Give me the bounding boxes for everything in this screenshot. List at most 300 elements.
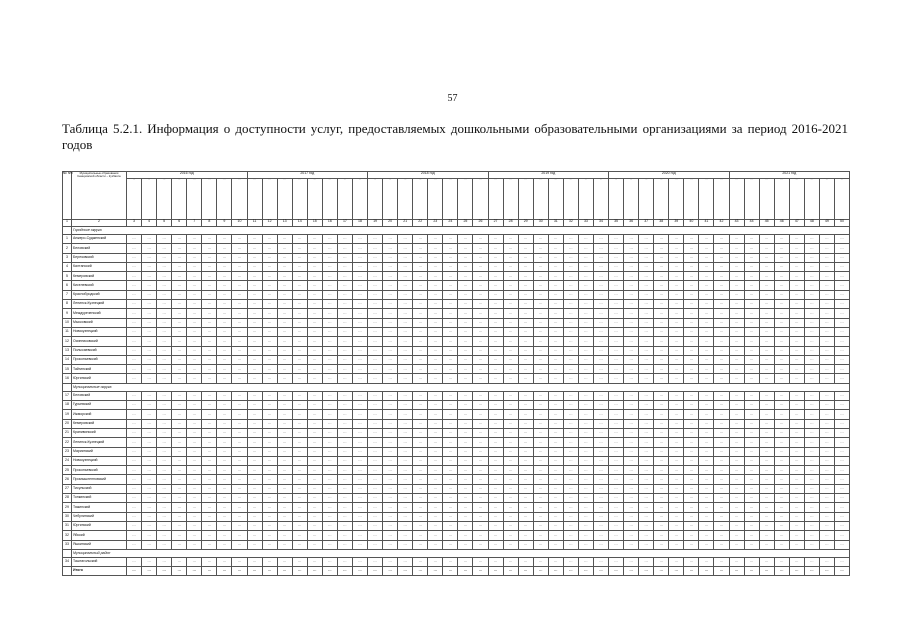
header-column-description: …: [262, 179, 277, 220]
data-cell: …: [819, 300, 834, 309]
data-cell: …: [593, 327, 608, 336]
data-cell: …: [639, 475, 654, 484]
data-cell: …: [789, 309, 804, 318]
data-cell: …: [654, 512, 669, 521]
data-cell: …: [202, 318, 217, 327]
data-cell: …: [518, 475, 533, 484]
data-cell: …: [247, 253, 262, 262]
data-cell: …: [789, 244, 804, 253]
data-cell: …: [368, 484, 383, 493]
data-cell: …: [759, 540, 774, 549]
header-column-description: …: [684, 179, 699, 220]
data-cell: …: [548, 410, 563, 419]
data-cell: …: [307, 484, 322, 493]
data-cell: …: [157, 235, 172, 244]
data-cell: …: [368, 365, 383, 374]
data-cell: …: [322, 557, 337, 566]
data-cell: …: [232, 401, 247, 410]
data-cell: …: [533, 475, 548, 484]
data-cell: …: [699, 484, 714, 493]
data-cell: …: [142, 557, 157, 566]
header-column-number: 16: [322, 220, 337, 227]
data-cell: …: [503, 503, 518, 512]
data-cell: …: [774, 300, 789, 309]
data-cell: …: [262, 374, 277, 383]
header-column-number: 47: [789, 220, 804, 227]
header-column-description: …: [563, 179, 578, 220]
data-cell: …: [413, 290, 428, 299]
row-number: 21: [63, 428, 72, 437]
data-cell: …: [368, 438, 383, 447]
data-cell: …: [413, 262, 428, 271]
data-cell: …: [609, 401, 624, 410]
data-cell: …: [127, 355, 142, 364]
data-cell: …: [428, 253, 443, 262]
row-municipality: Березовский: [72, 253, 127, 262]
data-cell: …: [428, 355, 443, 364]
row-municipality: Юргинский: [72, 521, 127, 530]
header-column-description: …: [548, 179, 563, 220]
data-cell: …: [639, 235, 654, 244]
data-cell: …: [774, 521, 789, 530]
data-cell: …: [172, 391, 187, 400]
data-cell: …: [352, 235, 367, 244]
data-cell: …: [277, 475, 292, 484]
data-cell: …: [744, 521, 759, 530]
data-cell: …: [458, 290, 473, 299]
header-column-number: 38: [654, 220, 669, 227]
data-cell: …: [744, 438, 759, 447]
data-cell: …: [292, 318, 307, 327]
data-cell: …: [458, 410, 473, 419]
data-cell: …: [277, 235, 292, 244]
data-cell: …: [593, 309, 608, 318]
data-cell: …: [473, 428, 488, 437]
data-cell: …: [383, 557, 398, 566]
data-cell: …: [157, 337, 172, 346]
data-cell: …: [714, 466, 729, 475]
data-cell: …: [337, 484, 352, 493]
data-cell: …: [639, 290, 654, 299]
data-cell: …: [834, 512, 849, 521]
data-cell: …: [684, 355, 699, 364]
header-column-description: …: [157, 179, 172, 220]
data-cell: …: [609, 365, 624, 374]
data-cell: …: [533, 355, 548, 364]
header-column-number: 21: [398, 220, 413, 227]
row-municipality: Тяжинский: [72, 503, 127, 512]
data-cell: …: [789, 419, 804, 428]
data-cell: …: [247, 290, 262, 299]
data-cell: …: [127, 290, 142, 299]
data-cell: …: [804, 300, 819, 309]
data-cell: …: [172, 557, 187, 566]
data-cell: …: [292, 281, 307, 290]
data-cell: …: [368, 557, 383, 566]
data-cell: …: [413, 309, 428, 318]
data-cell: …: [729, 475, 744, 484]
data-cell: …: [232, 337, 247, 346]
data-cell: …: [157, 309, 172, 318]
header-column-description: …: [202, 179, 217, 220]
data-cell: …: [774, 272, 789, 281]
data-cell: …: [142, 540, 157, 549]
data-cell: …: [217, 475, 232, 484]
table-row: [63, 503, 850, 512]
data-cell: …: [609, 494, 624, 503]
data-cell: …: [729, 410, 744, 419]
data-cell: …: [172, 272, 187, 281]
data-cell: …: [789, 355, 804, 364]
data-cell: …: [398, 410, 413, 419]
data-cell: …: [834, 531, 849, 540]
data-cell: …: [127, 456, 142, 465]
data-cell: …: [654, 355, 669, 364]
total-cell: …: [277, 567, 292, 576]
data-cell: …: [834, 262, 849, 271]
data-cell: …: [202, 531, 217, 540]
data-cell: …: [774, 503, 789, 512]
data-cell: …: [609, 272, 624, 281]
data-cell: …: [729, 244, 744, 253]
total-cell: …: [744, 567, 759, 576]
data-cell: …: [714, 374, 729, 383]
data-cell: …: [368, 521, 383, 530]
data-cell: …: [503, 318, 518, 327]
data-cell: …: [292, 557, 307, 566]
data-cell: …: [307, 337, 322, 346]
data-cell: …: [262, 337, 277, 346]
data-cell: …: [157, 262, 172, 271]
data-cell: …: [593, 512, 608, 521]
data-cell: …: [548, 318, 563, 327]
data-cell: …: [789, 410, 804, 419]
data-cell: …: [729, 281, 744, 290]
data-cell: …: [187, 300, 202, 309]
row-municipality: Кемеровский: [72, 419, 127, 428]
data-cell: …: [247, 355, 262, 364]
data-cell: …: [744, 365, 759, 374]
data-cell: …: [187, 475, 202, 484]
data-cell: …: [834, 300, 849, 309]
data-cell: …: [142, 428, 157, 437]
data-cell: …: [172, 503, 187, 512]
data-cell: …: [127, 419, 142, 428]
data-cell: …: [774, 401, 789, 410]
data-cell: …: [714, 410, 729, 419]
data-cell: …: [127, 512, 142, 521]
total-cell: …: [699, 567, 714, 576]
data-cell: …: [202, 253, 217, 262]
data-cell: …: [578, 391, 593, 400]
data-cell: …: [654, 503, 669, 512]
data-cell: …: [819, 438, 834, 447]
data-cell: …: [624, 438, 639, 447]
data-cell: …: [639, 503, 654, 512]
header-column-number: 26: [473, 220, 488, 227]
data-cell: …: [624, 466, 639, 475]
data-cell: …: [398, 503, 413, 512]
data-cell: …: [729, 365, 744, 374]
data-cell: …: [804, 540, 819, 549]
data-cell: …: [609, 355, 624, 364]
data-cell: …: [428, 365, 443, 374]
data-cell: …: [714, 456, 729, 465]
header-column-number: 7: [187, 220, 202, 227]
row-number: 29: [63, 503, 72, 512]
total-cell: …: [262, 567, 277, 576]
header-column-description: …: [578, 179, 593, 220]
data-cell: …: [533, 557, 548, 566]
data-cell: …: [774, 466, 789, 475]
data-cell: …: [548, 531, 563, 540]
data-cell: …: [443, 365, 458, 374]
data-cell: …: [247, 346, 262, 355]
data-cell: …: [247, 447, 262, 456]
data-cell: …: [804, 355, 819, 364]
data-cell: …: [428, 494, 443, 503]
data-cell: …: [488, 484, 503, 493]
row-municipality: Тайгинский: [72, 365, 127, 374]
data-cell: …: [819, 475, 834, 484]
data-cell: …: [337, 419, 352, 428]
data-cell: …: [413, 244, 428, 253]
data-cell: …: [669, 466, 684, 475]
row-number: 23: [63, 447, 72, 456]
data-cell: …: [368, 410, 383, 419]
data-cell: …: [262, 428, 277, 437]
data-cell: …: [428, 300, 443, 309]
data-cell: …: [624, 309, 639, 318]
data-cell: …: [292, 365, 307, 374]
data-cell: …: [383, 290, 398, 299]
data-cell: …: [368, 428, 383, 437]
data-cell: …: [142, 244, 157, 253]
data-cell: …: [307, 244, 322, 253]
data-cell: …: [322, 521, 337, 530]
data-cell: …: [744, 512, 759, 521]
data-cell: …: [398, 262, 413, 271]
data-cell: …: [804, 484, 819, 493]
data-cell: …: [202, 365, 217, 374]
data-cell: …: [789, 494, 804, 503]
data-cell: …: [654, 391, 669, 400]
data-cell: …: [774, 235, 789, 244]
data-cell: …: [458, 531, 473, 540]
data-cell: …: [443, 494, 458, 503]
data-cell: …: [307, 309, 322, 318]
data-cell: …: [759, 512, 774, 521]
data-cell: …: [789, 447, 804, 456]
data-cell: …: [458, 337, 473, 346]
data-cell: …: [503, 235, 518, 244]
data-cell: …: [398, 512, 413, 521]
data-cell: …: [609, 235, 624, 244]
data-cell: …: [488, 494, 503, 503]
data-cell: …: [563, 327, 578, 336]
data-cell: …: [322, 540, 337, 549]
data-cell: …: [578, 531, 593, 540]
data-cell: …: [503, 309, 518, 318]
data-cell: …: [217, 346, 232, 355]
data-cell: …: [217, 521, 232, 530]
data-cell: …: [533, 327, 548, 336]
data-cell: …: [578, 557, 593, 566]
data-cell: …: [398, 281, 413, 290]
row-number: 26: [63, 475, 72, 484]
data-cell: …: [262, 557, 277, 566]
data-cell: …: [202, 337, 217, 346]
row-municipality: Киселевский: [72, 281, 127, 290]
total-cell: …: [398, 567, 413, 576]
data-cell: …: [503, 521, 518, 530]
data-cell: …: [247, 374, 262, 383]
header-column-number: 23: [428, 220, 443, 227]
data-cell: …: [789, 253, 804, 262]
data-cell: …: [413, 447, 428, 456]
row-number: 25: [63, 466, 72, 475]
data-cell: …: [458, 391, 473, 400]
data-cell: …: [262, 262, 277, 271]
data-cell: …: [262, 327, 277, 336]
data-cell: …: [684, 484, 699, 493]
data-cell: …: [172, 365, 187, 374]
data-cell: …: [277, 253, 292, 262]
data-cell: …: [744, 374, 759, 383]
data-cell: …: [232, 438, 247, 447]
data-cell: …: [609, 391, 624, 400]
data-cell: …: [187, 557, 202, 566]
group-spacer-cell: [63, 549, 72, 557]
data-cell: …: [322, 309, 337, 318]
row-number: 4: [63, 262, 72, 271]
data-cell: …: [443, 281, 458, 290]
data-cell: …: [759, 456, 774, 465]
data-cell: …: [172, 401, 187, 410]
data-cell: …: [804, 512, 819, 521]
data-cell: …: [548, 300, 563, 309]
data-cell: …: [789, 235, 804, 244]
row-number: 14: [63, 355, 72, 364]
data-cell: …: [458, 428, 473, 437]
row-municipality: Новокузнецкий: [72, 327, 127, 336]
table-row: [63, 290, 850, 299]
data-cell: …: [518, 410, 533, 419]
data-cell: …: [714, 447, 729, 456]
data-cell: …: [578, 466, 593, 475]
data-cell: …: [578, 419, 593, 428]
data-cell: …: [654, 540, 669, 549]
data-cell: …: [172, 475, 187, 484]
total-cell: …: [774, 567, 789, 576]
data-cell: …: [834, 244, 849, 253]
data-cell: …: [157, 475, 172, 484]
data-cell: …: [172, 374, 187, 383]
header-column-number: 5: [157, 220, 172, 227]
data-cell: …: [699, 272, 714, 281]
header-column-description: …: [759, 179, 774, 220]
data-cell: …: [669, 447, 684, 456]
row-municipality: Крапивинский: [72, 428, 127, 437]
data-cell: …: [368, 401, 383, 410]
table-row: [63, 391, 850, 400]
data-cell: …: [187, 521, 202, 530]
data-cell: …: [368, 374, 383, 383]
data-cell: …: [428, 244, 443, 253]
header-column-number: 9: [217, 220, 232, 227]
data-cell: …: [127, 540, 142, 549]
data-cell: …: [593, 447, 608, 456]
total-cell: …: [654, 567, 669, 576]
data-cell: …: [127, 503, 142, 512]
data-cell: …: [187, 438, 202, 447]
data-cell: …: [503, 494, 518, 503]
data-cell: …: [383, 346, 398, 355]
data-cell: …: [518, 521, 533, 530]
data-cell: …: [262, 318, 277, 327]
data-cell: …: [503, 540, 518, 549]
data-cell: …: [744, 410, 759, 419]
data-cell: …: [157, 438, 172, 447]
data-cell: …: [744, 337, 759, 346]
header-column-description: …: [473, 179, 488, 220]
data-cell: …: [639, 410, 654, 419]
data-cell: …: [458, 300, 473, 309]
data-cell: …: [172, 244, 187, 253]
data-cell: …: [458, 557, 473, 566]
data-cell: …: [413, 365, 428, 374]
data-cell: …: [578, 253, 593, 262]
data-cell: …: [488, 337, 503, 346]
data-cell: …: [729, 466, 744, 475]
data-cell: …: [759, 401, 774, 410]
data-cell: …: [217, 512, 232, 521]
data-cell: …: [202, 540, 217, 549]
data-cell: …: [729, 327, 744, 336]
data-cell: …: [759, 438, 774, 447]
data-cell: …: [337, 401, 352, 410]
data-cell: …: [157, 327, 172, 336]
data-cell: …: [322, 456, 337, 465]
data-cell: …: [804, 494, 819, 503]
data-cell: …: [217, 391, 232, 400]
data-cell: …: [774, 540, 789, 549]
data-cell: …: [684, 503, 699, 512]
data-cell: …: [443, 391, 458, 400]
data-cell: …: [413, 466, 428, 475]
data-cell: …: [157, 281, 172, 290]
data-cell: …: [187, 494, 202, 503]
data-cell: …: [759, 318, 774, 327]
data-cell: …: [473, 355, 488, 364]
data-cell: …: [142, 512, 157, 521]
header-column-number: 20: [383, 220, 398, 227]
data-cell: …: [473, 346, 488, 355]
data-cell: …: [337, 456, 352, 465]
data-cell: …: [217, 401, 232, 410]
data-cell: …: [232, 318, 247, 327]
table-row: [63, 253, 850, 262]
data-cell: …: [157, 318, 172, 327]
data-cell: …: [187, 503, 202, 512]
data-cell: …: [609, 410, 624, 419]
data-cell: …: [819, 456, 834, 465]
data-cell: …: [488, 253, 503, 262]
data-cell: …: [518, 300, 533, 309]
data-cell: …: [383, 262, 398, 271]
data-cell: …: [624, 355, 639, 364]
data-cell: …: [714, 309, 729, 318]
